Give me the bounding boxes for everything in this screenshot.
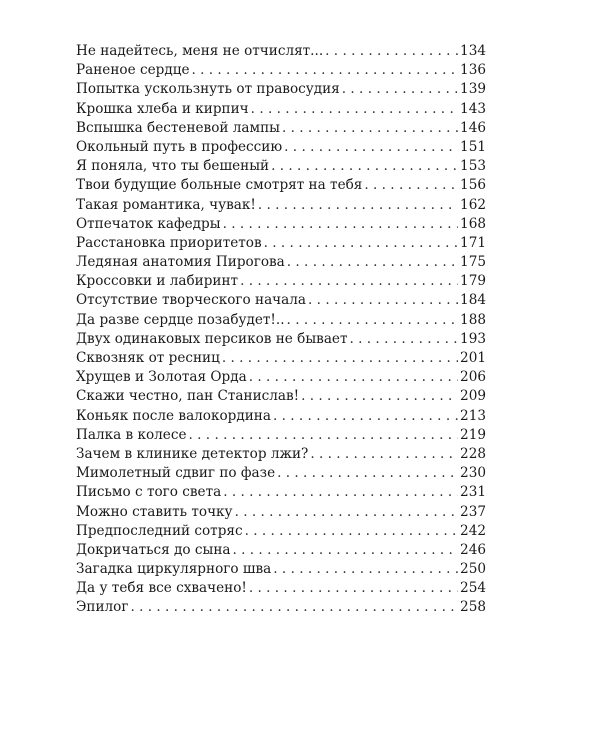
toc-entry	[76, 119, 486, 138]
dot-leader	[284, 138, 458, 157]
toc-entry	[76, 541, 486, 560]
toc-entry-title: Отпечаток кафедры	[76, 215, 221, 232]
dot-leader	[287, 253, 458, 272]
toc-entry-title: Хрущев и Золотая Орда	[76, 369, 247, 386]
toc-entry-title: Да разве сердце позабудет!..	[76, 311, 285, 328]
dot-leader	[264, 234, 458, 253]
dot-leader	[310, 445, 458, 464]
toc-entry	[76, 445, 486, 464]
toc-entry	[76, 503, 486, 522]
toc-entry-title: Двух одинаковых персиков не бывает	[76, 330, 348, 347]
dot-leader	[223, 483, 458, 502]
toc-entry-title: Мимолетный сдвиг по фазе	[76, 465, 276, 482]
toc-entry-title: Твои будущие больные смотрят на тебя	[76, 177, 363, 194]
toc-entry-page-number: 162	[460, 196, 486, 213]
toc-entry-page-number: 134	[460, 43, 486, 59]
toc-entry-title: Отсутствие творческого начала	[76, 292, 307, 309]
toc-entry-title: Загадка циркулярного шва	[76, 561, 272, 578]
toc-entry	[76, 311, 486, 330]
toc-entry-page-number: 168	[460, 215, 486, 232]
toc-entry-page-number: 219	[460, 426, 486, 443]
toc-entry	[76, 196, 486, 215]
toc-entry-title: Предпоследний сотряс	[76, 522, 243, 539]
dot-leader	[249, 579, 458, 598]
toc-entry-title: Расстановка приоритетов	[76, 234, 262, 251]
toc-entry-title: Попытка ускользнуть от правосудия	[76, 81, 340, 98]
dot-leader	[342, 80, 458, 99]
toc-entry-page-number: 151	[460, 138, 486, 155]
toc-entry-title: Можно ставить точку	[76, 503, 233, 520]
table-of-contents	[76, 42, 486, 618]
toc-entry-page-number: 250	[460, 561, 486, 578]
toc-entry-page-number: 188	[460, 311, 486, 328]
toc-entry	[76, 426, 486, 445]
toc-entry-page-number: 201	[460, 350, 486, 366]
dot-leader	[189, 426, 459, 445]
toc-entry	[76, 598, 486, 617]
dot-leader	[364, 176, 458, 195]
toc-entry-page-number: 153	[460, 158, 486, 175]
toc-entry-page-number: 258	[460, 599, 486, 616]
toc-entry-title: Кроссовки и лабиринт	[76, 273, 239, 290]
dot-leader	[222, 349, 458, 368]
toc-entry-title: Я поняла, что ты бешеный	[76, 158, 270, 175]
toc-entry-title: Окольный путь в профессию	[76, 138, 283, 155]
toc-entry-page-number: 146	[460, 119, 486, 136]
toc-entry-title: Вспышка бестеневой лампы	[76, 119, 280, 136]
dot-leader	[277, 464, 458, 483]
toc-entry	[76, 80, 486, 99]
toc-entry-title: Не надейтесь, меня не отчислят...	[76, 43, 324, 59]
dot-leader	[282, 119, 458, 138]
toc-entry-page-number: 156	[460, 177, 486, 194]
dot-leader	[191, 61, 458, 80]
toc-entry-page-number: 171	[460, 234, 486, 251]
toc-entry-page-number: 179	[460, 273, 486, 290]
dot-leader	[130, 598, 458, 617]
toc-entry	[76, 215, 486, 234]
dot-leader	[240, 272, 458, 291]
toc-entry-title: Коньяк после валокордина	[76, 407, 271, 424]
toc-entry	[76, 61, 486, 80]
dot-leader	[223, 215, 458, 234]
dot-leader	[249, 368, 458, 387]
dot-leader	[245, 522, 458, 541]
toc-entry-title: Скажи честно, пан Станислав!	[76, 388, 300, 405]
toc-entry-title: Сквозняк от ресниц	[76, 350, 220, 366]
toc-entry-title: Раненое сердце	[76, 62, 190, 79]
toc-entry	[76, 483, 486, 502]
toc-entry	[76, 349, 486, 368]
toc-entry-page-number: 237	[460, 503, 486, 520]
toc-entry-page-number: 209	[460, 388, 486, 405]
toc-entry-page-number: 231	[460, 484, 486, 501]
toc-entry	[76, 234, 486, 253]
toc-entry	[76, 368, 486, 387]
toc-entry	[76, 42, 486, 61]
toc-entry	[76, 100, 486, 119]
toc-entry-page-number: 242	[460, 522, 486, 539]
toc-entry-page-number: 254	[460, 580, 486, 597]
toc-entry	[76, 387, 486, 406]
toc-entry	[76, 407, 486, 426]
toc-entry	[76, 330, 486, 349]
toc-entry-title: Докричаться до сына	[76, 541, 231, 558]
toc-entry	[76, 138, 486, 157]
dot-leader	[325, 42, 458, 61]
toc-entry-page-number: 184	[460, 292, 486, 309]
toc-entry	[76, 464, 486, 483]
toc-entry-title: Письмо с того света	[76, 484, 222, 501]
toc-entry-page-number: 246	[460, 541, 486, 558]
toc-entry-title: Да у тебя все схвачено!	[76, 580, 247, 597]
toc-entry-page-number: 213	[460, 407, 486, 424]
dot-leader	[258, 196, 458, 215]
toc-entry	[76, 176, 486, 195]
toc-entry	[76, 579, 486, 598]
dot-leader	[308, 291, 458, 310]
toc-entry	[76, 253, 486, 272]
dot-leader	[350, 330, 459, 349]
toc-entry	[76, 291, 486, 310]
dot-leader	[273, 407, 458, 426]
dot-leader	[287, 311, 459, 330]
toc-entry-page-number: 228	[460, 445, 486, 462]
toc-entry-page-number: 139	[460, 81, 486, 98]
toc-entry-page-number: 206	[460, 369, 486, 386]
toc-entry-title: Такая романтика, чувак!	[76, 196, 256, 213]
toc-entry-page-number: 230	[460, 465, 486, 482]
toc-entry-title: Ледяная анатомия Пирогова	[76, 254, 285, 271]
toc-entry-title: Зачем в клинике детектор лжи?	[76, 445, 309, 462]
dot-leader	[301, 387, 458, 406]
dot-leader	[271, 157, 458, 176]
toc-entry	[76, 272, 486, 291]
toc-entry	[76, 560, 486, 579]
toc-entry-page-number: 136	[460, 62, 486, 79]
dot-leader	[273, 560, 458, 579]
toc-entry	[76, 157, 486, 176]
toc-entry-title: Эпилог	[76, 599, 129, 616]
dot-leader	[251, 100, 458, 119]
toc-entry-page-number: 175	[460, 254, 486, 271]
dot-leader	[235, 503, 458, 522]
dot-leader	[233, 541, 459, 560]
toc-entry	[76, 522, 486, 541]
toc-entry-title: Крошка хлеба и кирпич	[76, 100, 249, 117]
toc-entry-page-number: 193	[460, 330, 486, 347]
toc-entry-page-number: 143	[460, 100, 486, 117]
toc-entry-title: Палка в колесе	[76, 426, 187, 443]
